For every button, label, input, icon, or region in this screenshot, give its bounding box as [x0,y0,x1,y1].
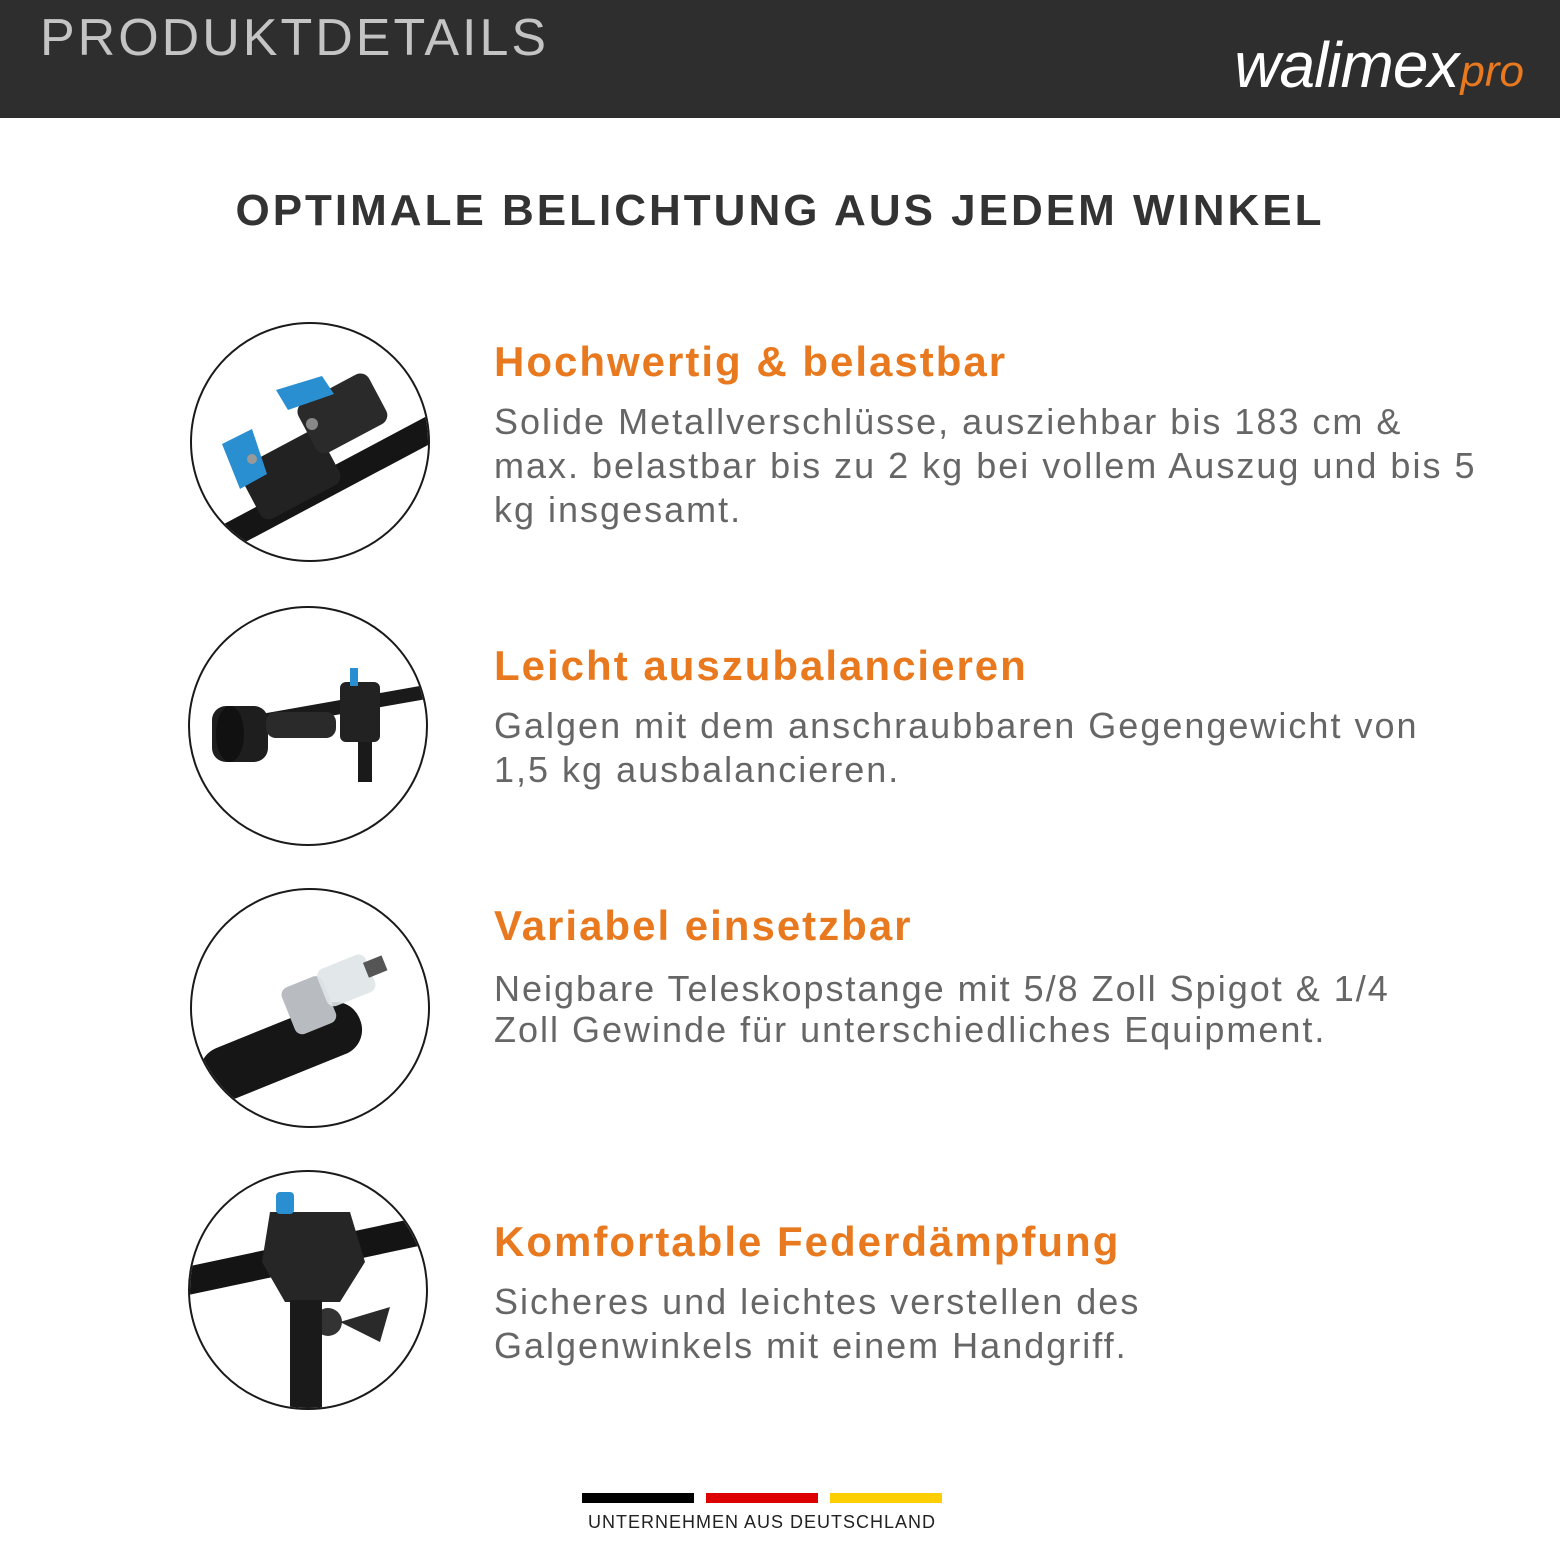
counterweight-icon [188,606,428,846]
feature-title-1: Hochwertig & belastbar [494,338,1008,385]
feature-title-3: Variabel einsetzbar [494,902,913,949]
header-bar [0,0,1560,118]
feature-text-2: Galgen mit dem anschraubbaren Gegengewicht von 1,5 kg ausbalancieren. [494,705,1419,790]
logo-sub-text: pro [1460,47,1524,96]
flag-stripe-red [706,1493,818,1503]
logo-main-text: walimex [1234,29,1459,101]
feature-text-1: Solide Metallverschlüsse, ausziehbar bis 183 cm & max. belastbar bis zu 2 kg bei vollem Auszug und bis 5 kg insgesamt. [494,401,1477,530]
feature-title-2: Leicht auszubalancieren [494,642,1028,689]
flag-stripe-gold [830,1493,942,1503]
feature-text-3: Neigbare Teleskopstange mit 5/8 Zoll Spigot & 1/4 Zoll Gewinde für unterschiedliches Equipment. [494,968,1390,1050]
feature-text-4: Sicheres und leichtes verstellen des Galgenwinkels mit einem Handgriff. [494,1281,1141,1366]
section-headline: OPTIMALE BELICHTUNG AUS JEDEM WINKEL [235,186,1325,235]
page-title: PRODUKTDETAILS [40,9,550,67]
flag-stripe-black [582,1493,694,1503]
spigot-icon [190,888,430,1128]
metal-clamp-icon [190,322,430,562]
feature-title-4: Komfortable Federdämpfung [494,1218,1121,1265]
footer-label: UNTERNEHMEN AUS DEUTSCHLAND [587,1512,937,1532]
brand-logo [1234,10,1524,100]
boom-joint-icon [188,1170,428,1410]
